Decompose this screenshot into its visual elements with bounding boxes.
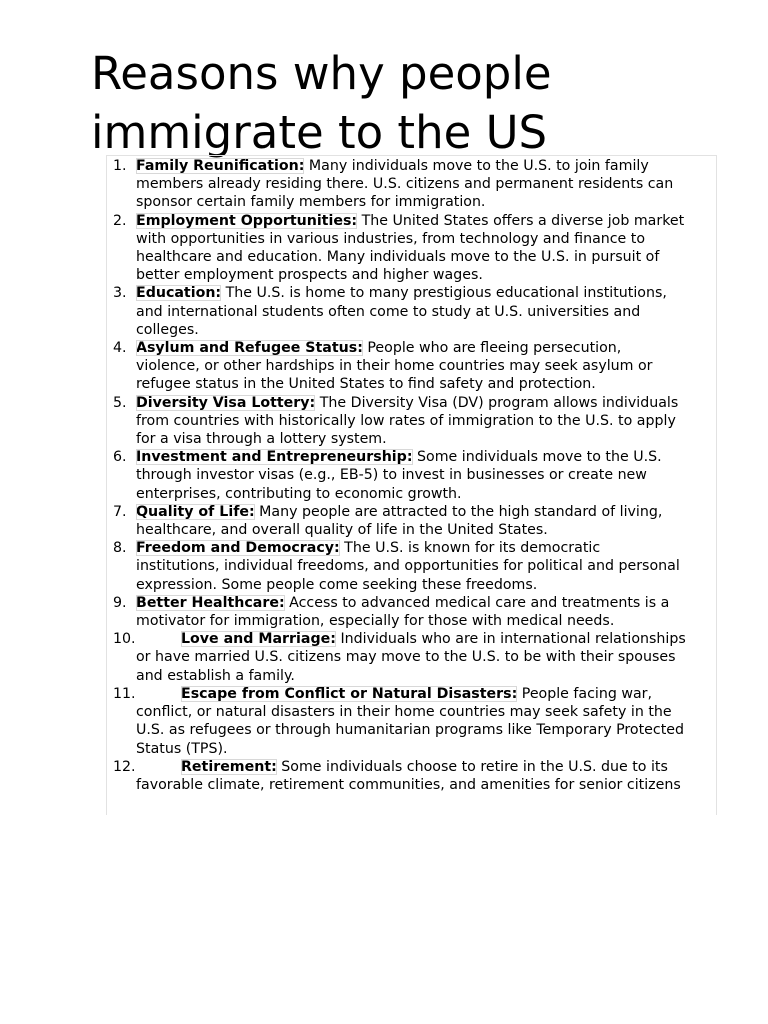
list-item-number: 3.	[113, 285, 127, 302]
list-item-term: Education:	[136, 285, 222, 302]
list-item-number: 9.	[113, 594, 127, 611]
list-item-number: 6.	[113, 449, 127, 466]
list-item-text: Individuals who are in international relationships or have married U.S. citizens may move to the U.S. to be with their spouses and establish a family.	[136, 631, 686, 684]
list-item-text: Some individuals choose to retire in the U.S. due to its favorable climate, retirement communities, and amenities for senior citizens	[136, 758, 681, 793]
list-item-text: The United States offers a diverse job market with opportunities in various industries, from technology and finance to healthcare and education. Many individuals move to the U.S. in pursuit of better employment prospects and higher wages.	[136, 212, 685, 284]
list-item-term: Love and Marriage:	[181, 631, 336, 648]
list-item	[107, 594, 716, 630]
list-item-term: Escape from Conflict or Natural Disasters:	[181, 685, 518, 702]
list-item-text: Many people are attracted to the high standard of living, healthcare, and overall quality of life in the United States.	[136, 503, 663, 539]
list-item-number: 2.	[113, 212, 127, 229]
list-item-number: 1.	[113, 158, 127, 174]
list-item-number: 12.	[113, 758, 136, 775]
list-item	[107, 284, 716, 339]
list-item	[107, 503, 716, 539]
list-item	[107, 630, 716, 685]
list-item-number: 10.	[113, 631, 136, 648]
list-item-number: 7.	[113, 503, 127, 520]
list-item-term: Freedom and Democracy:	[136, 540, 340, 557]
list-item-number: 4.	[113, 340, 127, 357]
list-item-term: Family Reunification:	[136, 158, 305, 174]
list-item	[107, 758, 716, 794]
list-item	[107, 448, 716, 503]
list-item-number: 11.	[113, 685, 136, 702]
list-item-text: People who are fleeing persecution, violence, or other hardships in their home countries may seek asylum or refugee status in the United States to find safety and protection.	[136, 340, 653, 393]
list-item	[107, 539, 716, 594]
list-item-text: The U.S. is home to many prestigious educational institutions, and international students often come to study at U.S. universities and colleges.	[136, 285, 667, 338]
list-item-term: Employment Opportunities:	[136, 212, 358, 229]
reasons-list-box	[106, 155, 717, 815]
list-item-term: Asylum and Refugee Status:	[136, 340, 363, 357]
list-item-text: The Diversity Visa (DV) program allows individuals from countries with historically low rates of immigration to the U.S. to apply for a visa through a lottery system.	[136, 394, 679, 448]
list-item	[107, 339, 716, 394]
list-item-number: 8.	[113, 540, 127, 557]
list-item-text: Access to advanced medical care and treatments is a motivator for immigration, especially for those with medical needs.	[136, 594, 670, 630]
list-item-term: Quality of Life:	[136, 503, 255, 520]
list-item-text: Some individuals move to the U.S. through investor visas (e.g., EB-5) to invest in businesses or create new enterprises, contributing to economic growth.	[136, 449, 662, 502]
list-item-text: The U.S. is known for its democratic institutions, individual freedoms, and opportunities for political and personal expression. Some people come seeking these freedoms.	[136, 540, 680, 593]
list-item-text: People facing war, conflict, or natural disasters in their home countries may seek safety in the U.S. as refugees or through humanitarian programs like Temporary Protected Status (TPS).	[136, 685, 684, 757]
list-item-term: Better Healthcare:	[136, 594, 285, 611]
list-item-text: Many individuals move to the U.S. to join family members already residing there. U.S. citizens and permanent residents can sponsor certain family members for immigration.	[136, 158, 674, 211]
list-item	[107, 212, 716, 285]
list-item-term: Investment and Entrepreneurship:	[136, 449, 413, 466]
list-item	[107, 394, 716, 449]
reasons-list	[107, 157, 716, 794]
list-item-term: Retirement:	[181, 758, 277, 775]
page-title: Reasons why people immigrate to the US	[91, 47, 552, 159]
list-item-term: Diversity Visa Lottery:	[136, 394, 316, 411]
list-item-number: 5.	[113, 394, 127, 411]
list-item	[107, 685, 716, 758]
list-item	[107, 157, 716, 212]
